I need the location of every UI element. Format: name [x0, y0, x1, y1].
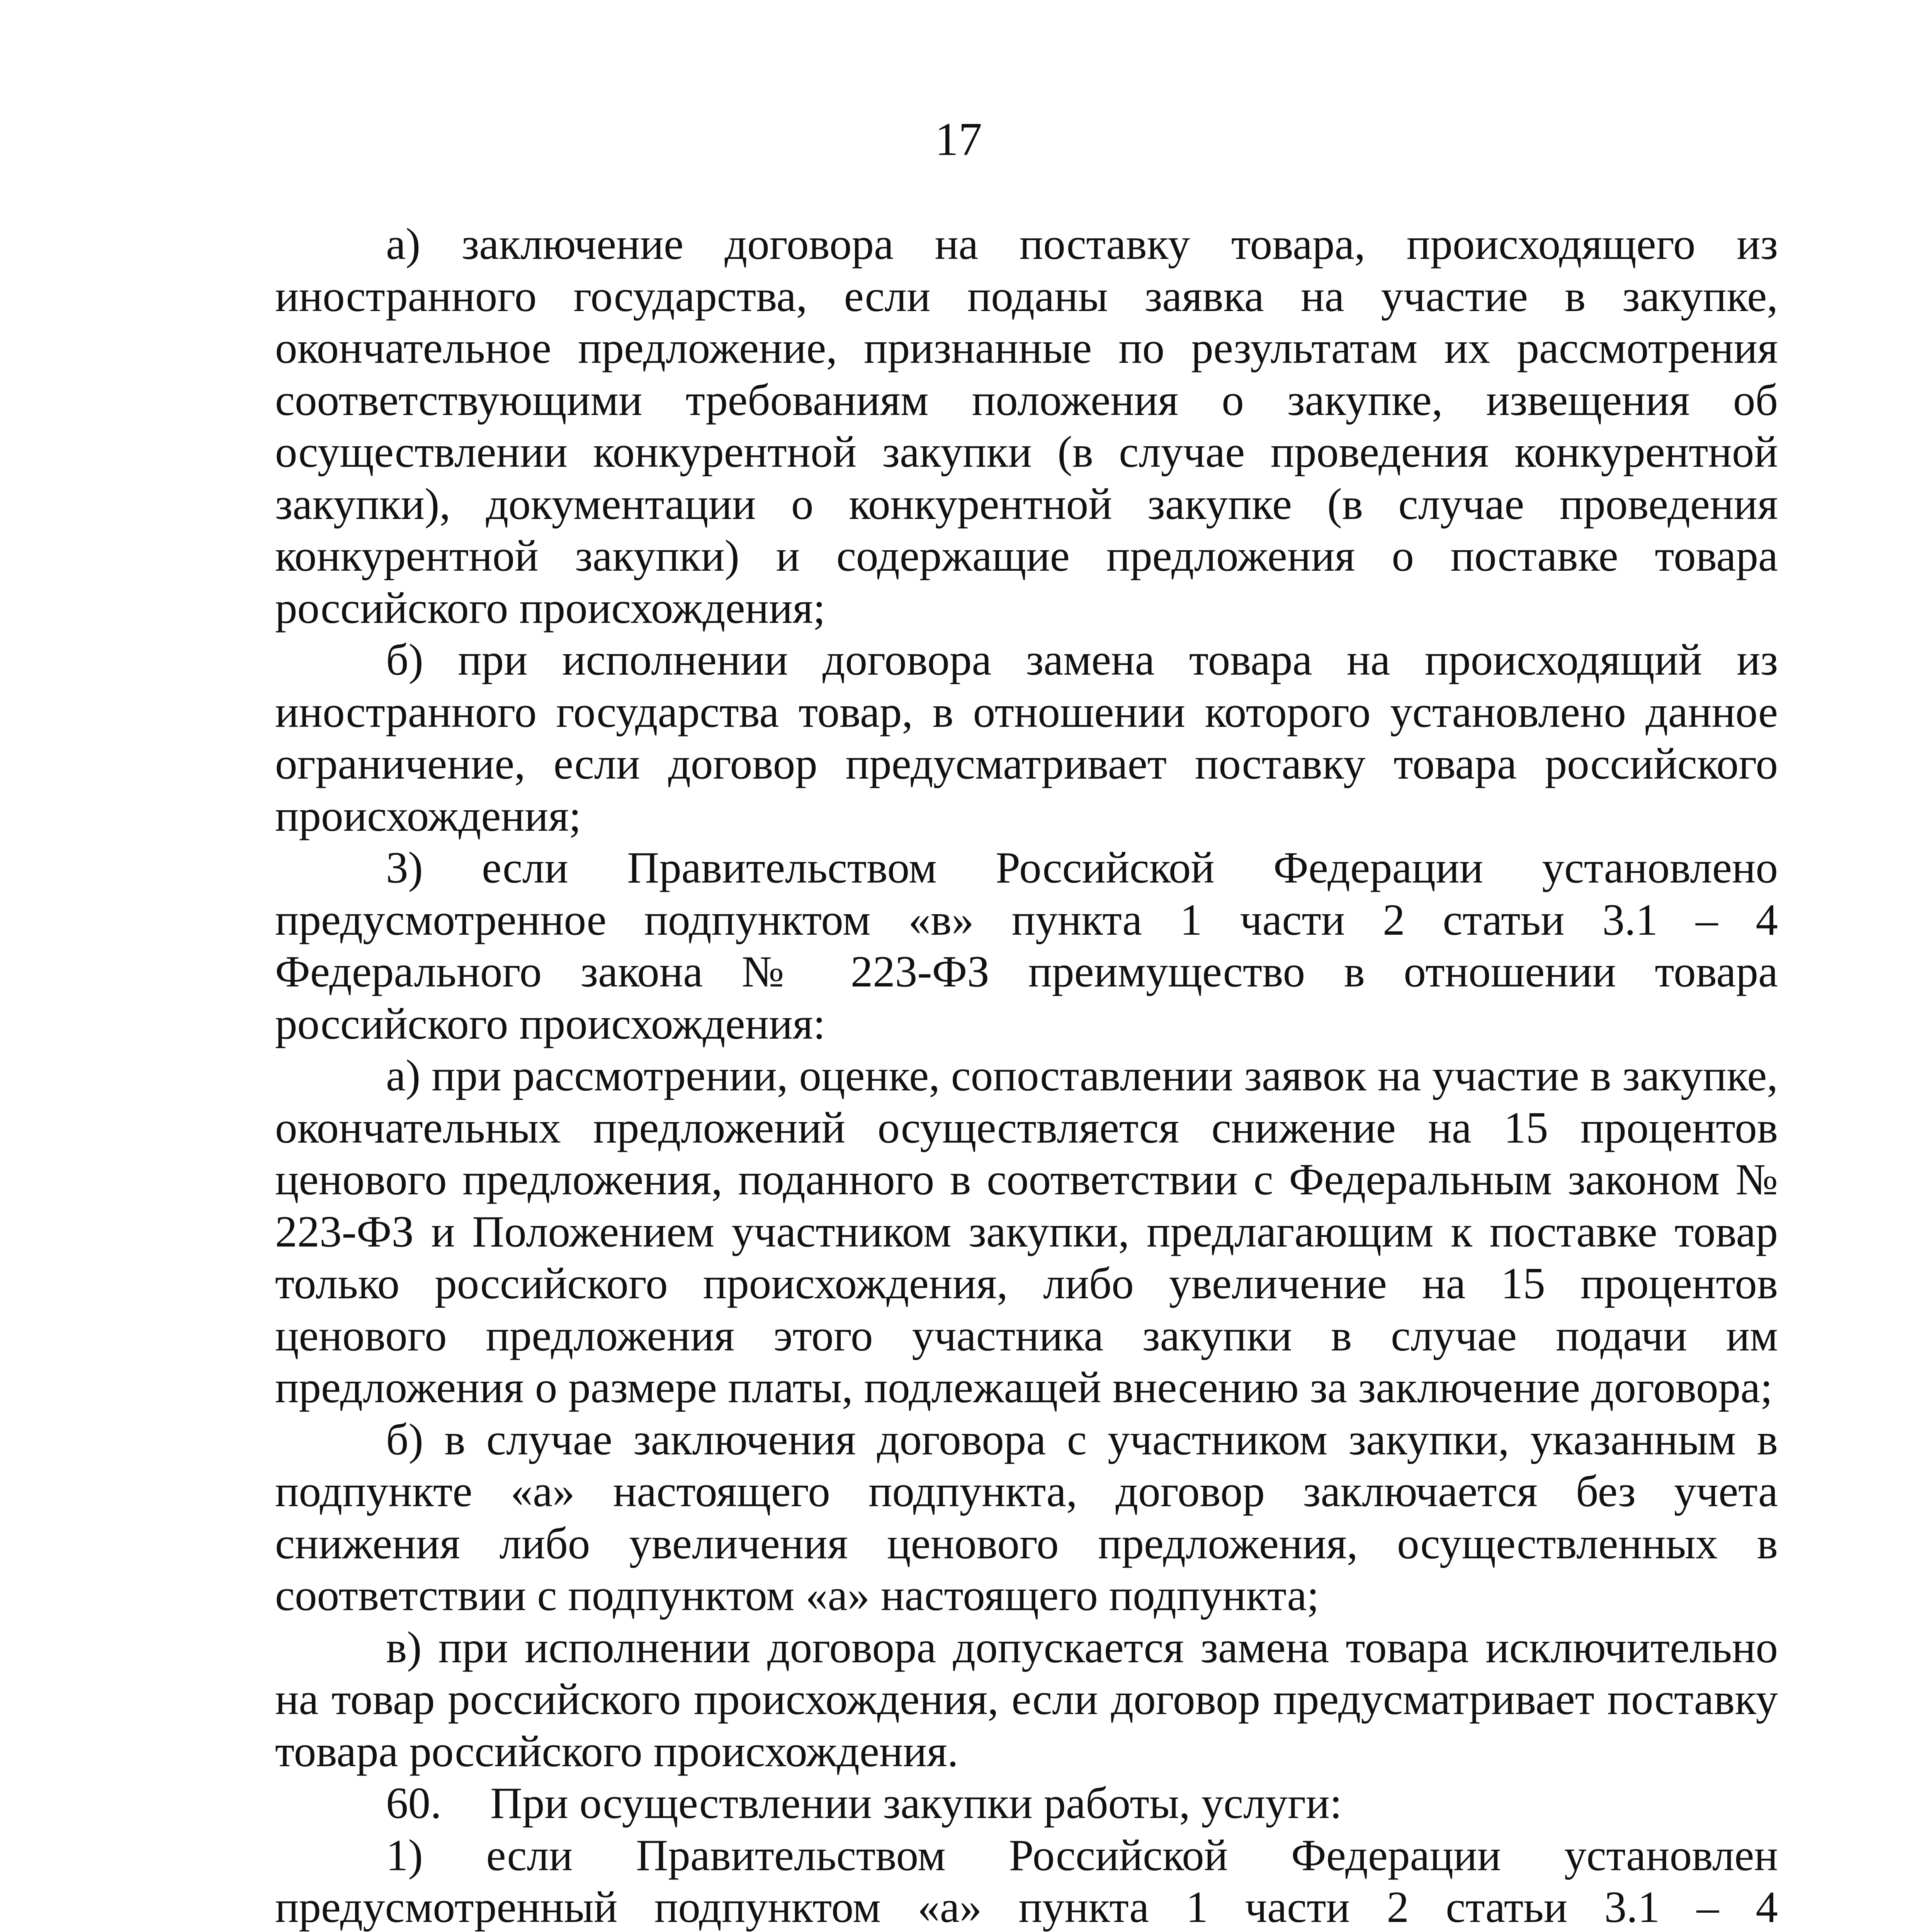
paragraph-item-v-goods-replacement: в) при исполнении договора допускается замена товара исключительно на товар российского происхождения, если договор предусматривает поставку товара российского происхождения.	[275, 1622, 1778, 1776]
paragraph-item-a: а) заключение договора на поставку товара, происходящего из иностранного государства, если поданы заявка на участие в закупке, окончательное предложение, признанные по результатам их рассмотрения соответствующими требованиям положения о закупке, извещения об осуществлении конкурентной закупки (в случае проведения конкурентной закупки), документации о конкурентной закупке (в случае проведения конкурентной закупки) и содержащие предложения о поставке товара российского происхождения;	[275, 219, 1778, 633]
paragraph-section-60	[275, 1777, 1778, 1830]
paragraph-item-b: б) при исполнении договора замена товара на происходящий из иностранного государства товар, в отношении которого установлено данное ограничение, если договор предусматривает поставку товара российского происхождения;	[275, 635, 1778, 840]
page-number: 17	[935, 113, 982, 165]
section-60-text: При осуществлении закупки работы, услуги:	[490, 1779, 1342, 1828]
paragraph-item-b-contract-conclusion: б) в случае заключения договора с участником закупки, указанным в подпункте «а» настоящего подпункта, договор заключается без учета снижения либо увеличения ценового предложения, осуществленных в соответствии с подпунктом «а» настоящего подпункта;	[275, 1415, 1778, 1620]
paragraph-item-1: 1) если Правительством Российской Федерации установлен предусмотренный подпунктом «а» пункта 1 части 2 статьи 3.1 – 4	[275, 1830, 1778, 1932]
paragraph-item-3: 3) если Правительством Российской Федерации установлено предусмотренное подпунктом «в» пункта 1 части 2 статьи 3.1 – 4 Федерального закона № 223-ФЗ преимущество в отношении товара российского происхождения:	[275, 843, 1778, 1048]
section-60-number: 60.	[386, 1779, 442, 1828]
paragraph-item-a-price-reduction: а) при рассмотрении, оценке, сопоставлении заявок на участие в закупке, окончательных предложений осуществляется снижение на 15 процентов ценового предложения, поданного в соответствии с Федеральным законом № 223-ФЗ и Положением участником закупки, предлагающим к поставке товар только российского происхождения, либо увеличение на 15 процентов ценового предложения этого участника закупки в случае подачи им предложения о размере платы, подлежащей внесению за заключение договора;	[275, 1051, 1778, 1412]
document-body	[275, 218, 1778, 1932]
